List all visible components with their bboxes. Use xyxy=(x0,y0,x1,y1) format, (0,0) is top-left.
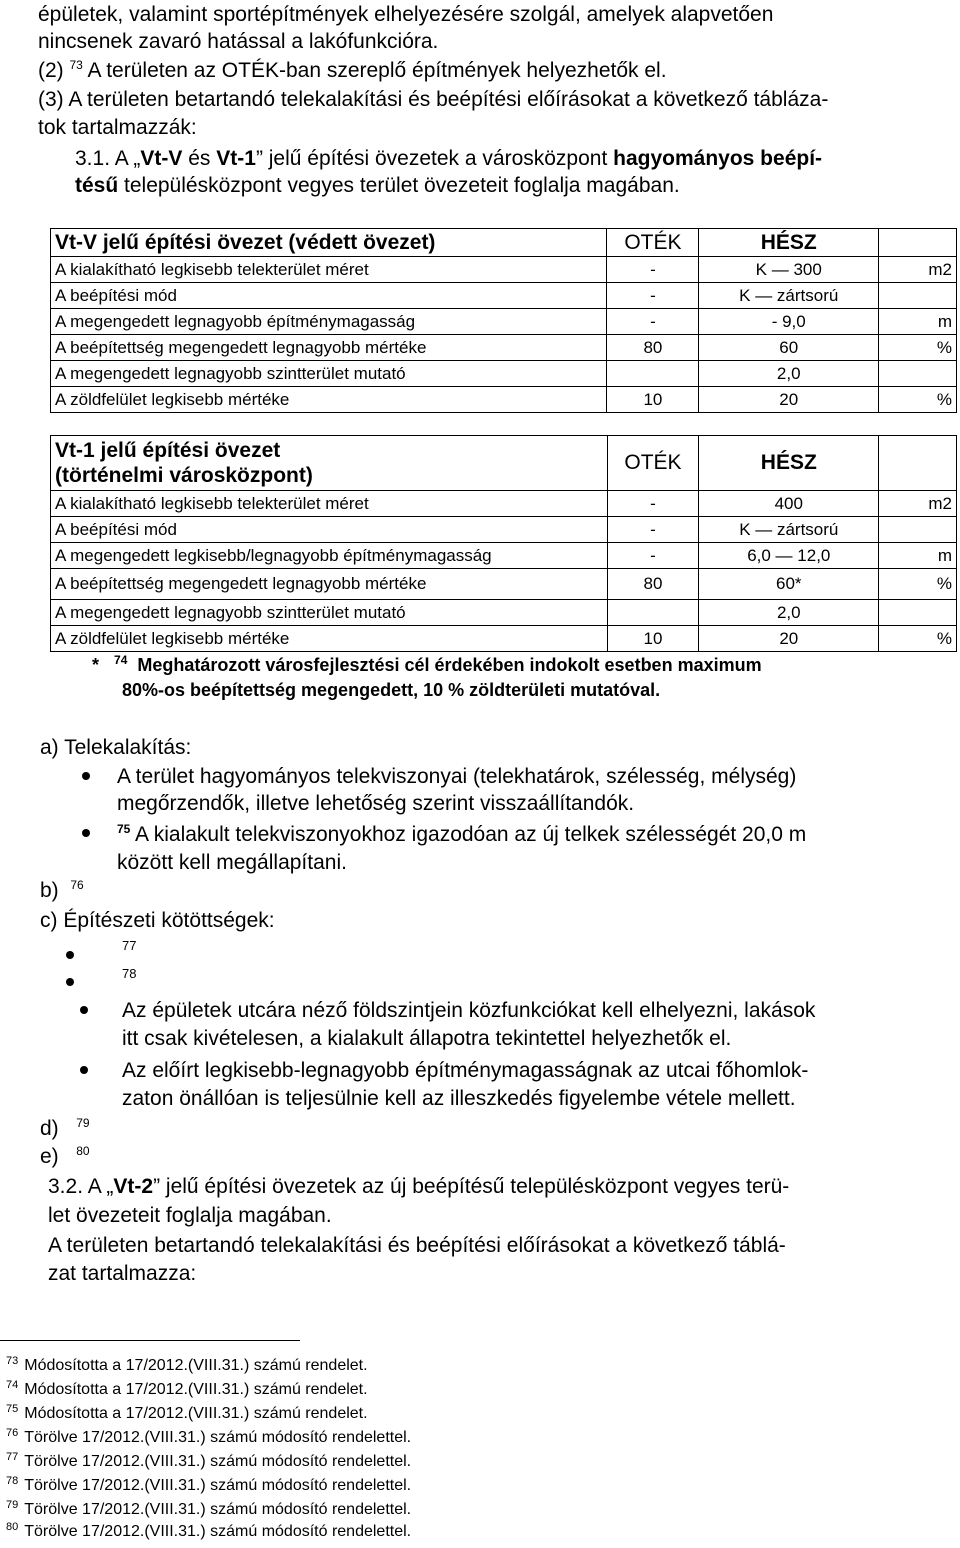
footnote-ref-74[interactable]: 74 xyxy=(114,653,128,667)
bullet-icon xyxy=(80,1066,88,1074)
s32-text-c: ” jelű építési övezetek az új beépítésű településközpont vegyes terü- xyxy=(153,1175,790,1198)
hesz-value: - 9,0 xyxy=(699,309,879,335)
item-c3-line-2: itt csak kivételesen, a kialakult állapotra tekintettel helyezhetők el. xyxy=(122,1027,732,1050)
unit-value: m xyxy=(879,543,957,569)
footnote xyxy=(6,1428,411,1448)
s31-text-c: és xyxy=(182,147,217,170)
hesz-value: 60 xyxy=(699,335,879,361)
footnote-ref-80[interactable]: 80 xyxy=(76,1144,90,1158)
table-row xyxy=(51,543,957,569)
otek-value: 80 xyxy=(607,569,699,600)
s32-zone-vt2: Vt-2 xyxy=(113,1175,154,1198)
footnote-number: 78 xyxy=(6,1474,19,1487)
table-row xyxy=(51,600,957,626)
otek-value: 10 xyxy=(607,387,699,413)
section-3-2-line-3: A területen betartandó telekalakítási és beépítési előírásokat a következő táblá- xyxy=(48,1234,786,1257)
footnote-text: Módosította a 17/2012.(VIII.31.) számú rendelet. xyxy=(24,1357,368,1374)
row-label: A zöldfelület legkisebb mértéke xyxy=(51,387,607,413)
s31-text-e: ” jelű építési övezetek a városközpont xyxy=(255,147,614,170)
hesz-value: K — 300 xyxy=(699,257,879,283)
hesz-value: K — zártsorú xyxy=(699,283,879,309)
footnote-number: 75 xyxy=(6,1402,19,1415)
row-label: A beépítési mód xyxy=(51,517,608,543)
footnote-text: Módosította a 17/2012.(VIII.31.) számú rendelet. xyxy=(24,1381,368,1398)
footnote-text: Törölve 17/2012.(VIII.31.) számú módosító rendelettel. xyxy=(24,1477,412,1494)
otek-value: - xyxy=(607,491,699,517)
item-a-label: a) Telekalakítás: xyxy=(40,736,192,759)
row-label: A beépítettség megengedett legnagyobb mértéke xyxy=(51,335,607,361)
column-header-hesz: HÉSZ xyxy=(699,229,879,257)
hesz-value: 2,0 xyxy=(699,600,879,626)
bullet-icon xyxy=(66,978,74,986)
table-row xyxy=(51,491,957,517)
footnote-ref-78[interactable]: 78 xyxy=(122,966,137,981)
item-d xyxy=(40,1116,90,1141)
s31-zone-vtv: Vt-V xyxy=(140,147,183,170)
item-c3-line-1: Az épületek utcára néző földszintjein közfunkciókat kell elhelyezni, lakások xyxy=(122,999,816,1022)
section-3-2-line-1 xyxy=(48,1174,789,1199)
footnote-separator xyxy=(0,1340,300,1341)
item-b-label: b) xyxy=(40,879,59,902)
table-row xyxy=(51,569,957,600)
unit-value: m xyxy=(879,309,957,335)
footnote-ref-73[interactable]: 73 xyxy=(69,58,83,72)
section-3-1-line-2 xyxy=(75,173,680,198)
footnote xyxy=(6,1452,411,1472)
footnote-number: 77 xyxy=(6,1450,19,1463)
intro-line-1: épületek, valamint sportépítmények elhelyezésére szolgál, amelyek alapvetően xyxy=(38,3,774,26)
footnote-text: Módosította a 17/2012.(VIII.31.) számú rendelet. xyxy=(24,1405,368,1422)
hesz-value: K — zártsorú xyxy=(699,517,879,543)
column-header-unit xyxy=(879,436,957,491)
item-b xyxy=(40,878,84,903)
item-a2-line-2: között kell megállapítani. xyxy=(117,851,347,874)
hesz-value: 20 xyxy=(699,626,879,652)
section-3-2-line-4: zat tartalmazza: xyxy=(48,1262,197,1285)
hesz-value: 60* xyxy=(699,569,879,600)
hesz-value: 6,0 — 12,0 xyxy=(699,543,879,569)
zone-table-vt1 xyxy=(50,435,957,652)
item-e xyxy=(40,1144,90,1169)
otek-value: - xyxy=(607,309,699,335)
otek-value: - xyxy=(607,257,699,283)
intro-line-2: nincsenek zavaró hatással a lakófunkcióra. xyxy=(38,30,439,53)
s31-bold-hagyomanyos: hagyományos beépí- xyxy=(613,147,823,170)
footnote xyxy=(6,1500,411,1520)
table-row xyxy=(51,517,957,543)
footnote xyxy=(6,1522,411,1542)
footnote-text: Törölve 17/2012.(VIII.31.) számú módosító rendelettel. xyxy=(24,1429,412,1446)
footnote-ref-79[interactable]: 79 xyxy=(76,1116,90,1130)
row-label: A megengedett legnagyobb szintterület mutató xyxy=(51,600,608,626)
table-note-line-1 xyxy=(92,653,762,677)
paragraph-2 xyxy=(38,58,667,83)
item-a1-line-2: megőrzendők, illetve lehetőség szerint visszaállítandók. xyxy=(117,792,635,815)
unit-value: m2 xyxy=(879,257,957,283)
otek-value: - xyxy=(607,517,699,543)
item-c-label: c) Építészeti kötöttségek: xyxy=(40,909,275,932)
footnote xyxy=(6,1380,368,1400)
bullet-icon xyxy=(82,772,90,780)
unit-value: % xyxy=(879,569,957,600)
section-3-1-line-1 xyxy=(75,146,822,171)
footnote-text: Törölve 17/2012.(VIII.31.) számú módosító rendelettel. xyxy=(24,1453,412,1470)
table-title-line-2: (történelmi városközpont) xyxy=(55,464,313,487)
item-c4-line-2: zaton önállóan is teljesülnie kell az illeszkedés figyelembe vétele mellett. xyxy=(122,1087,796,1110)
table-title-line-1: Vt-1 jelű építési övezet xyxy=(55,439,281,462)
column-header-otek: OTÉK xyxy=(607,229,699,257)
table-row xyxy=(51,387,957,413)
footnote-text: Törölve 17/2012.(VIII.31.) számú módosító rendelettel. xyxy=(24,1523,412,1540)
hesz-value: 2,0 xyxy=(699,361,879,387)
row-label: A zöldfelület legkisebb mértéke xyxy=(51,626,608,652)
column-header-hesz: HÉSZ xyxy=(699,436,879,491)
footnote xyxy=(6,1356,368,1376)
row-label: A beépítettség megengedett legnagyobb mértéke xyxy=(51,569,608,600)
table-row xyxy=(51,361,957,387)
unit-value: % xyxy=(879,387,957,413)
table-row xyxy=(51,309,957,335)
hesz-value: 400 xyxy=(699,491,879,517)
row-label: A megengedett legnagyobb szintterület mutató xyxy=(51,361,607,387)
bullet-icon xyxy=(82,829,90,837)
item-e-label: e) xyxy=(40,1145,59,1168)
s31-bold-tesu: tésű xyxy=(75,174,119,197)
unit-value: % xyxy=(879,335,957,361)
footnote-text: Törölve 17/2012.(VIII.31.) számú módosító rendelettel. xyxy=(24,1501,412,1518)
table-row xyxy=(51,257,957,283)
s31-text-h: településközpont vegyes terület övezeteit foglalja magában. xyxy=(118,174,680,197)
footnote-number: 80 xyxy=(6,1520,19,1533)
paragraph-3-line-1: (3) A területen betartandó telekalakítási és beépítési előírásokat a következő tábláza- xyxy=(38,88,829,111)
item-a1-line-1: A terület hagyományos telekviszonyai (telekhatárok, szélesség, mélység) xyxy=(117,765,797,788)
s31-text-a: 3.1. A „ xyxy=(75,147,141,170)
otek-value: 80 xyxy=(607,335,699,361)
footnote-number: 76 xyxy=(6,1426,19,1439)
unit-value: % xyxy=(879,626,957,652)
table-row xyxy=(51,283,957,309)
s32-text-a: 3.2. A „ xyxy=(48,1175,114,1198)
footnote xyxy=(6,1404,368,1424)
row-label: A beépítési mód xyxy=(51,283,607,309)
item-c4-line-1: Az előírt legkisebb-legnagyobb építménymagasságnak az utcai főhomlok- xyxy=(122,1059,809,1082)
item-a2-line-1 xyxy=(117,822,806,847)
table-title: Vt-V jelű építési övezet (védett övezet) xyxy=(51,229,607,257)
item-a2-text: A kialakult telekviszonyokhoz igazodóan az új telkek szélességét 20,0 m xyxy=(130,823,807,846)
footnote-ref-76[interactable]: 76 xyxy=(70,878,84,892)
column-header-unit xyxy=(879,229,957,257)
zone-table-vtv xyxy=(50,228,957,413)
row-label: A megengedett legkisebb/legnagyobb építménymagasság xyxy=(51,543,608,569)
row-label: A megengedett legnagyobb építménymagasság xyxy=(51,309,607,335)
paragraph-3-line-2: tok tartalmazzák: xyxy=(38,116,197,139)
paragraph-2-text: A területen az OTÉK-ban szereplő építmények helyezhetők el. xyxy=(82,59,667,82)
otek-value xyxy=(607,600,699,626)
row-label: A kialakítható legkisebb telekterület méret xyxy=(51,257,607,283)
otek-value: - xyxy=(607,543,699,569)
paragraph-2-prefix: (2) xyxy=(38,59,70,82)
unit-value xyxy=(879,283,957,309)
table-row xyxy=(51,626,957,652)
footnote-ref-75[interactable]: 75 xyxy=(117,822,131,836)
bullet-icon xyxy=(66,951,74,959)
unit-value xyxy=(879,517,957,543)
footnote-ref-77[interactable]: 77 xyxy=(122,938,137,953)
hesz-value: 20 xyxy=(699,387,879,413)
table-note-line-2: 80%-os beépítettség megengedett, 10 % zöldterületi mutatóval. xyxy=(122,680,661,700)
footnote-number: 74 xyxy=(6,1378,19,1391)
bullet-icon xyxy=(80,1006,88,1014)
footnote-number: 79 xyxy=(6,1498,19,1511)
unit-value xyxy=(879,600,957,626)
footnote-number: 73 xyxy=(6,1354,19,1367)
column-header-otek: OTÉK xyxy=(607,436,699,491)
table-row xyxy=(51,335,957,361)
unit-value xyxy=(879,361,957,387)
s31-zone-vt1: Vt-1 xyxy=(216,147,256,170)
section-3-2-line-2: let övezeteit foglalja magában. xyxy=(48,1204,332,1227)
otek-value xyxy=(607,361,699,387)
row-label: A kialakítható legkisebb telekterület méret xyxy=(51,491,608,517)
unit-value: m2 xyxy=(879,491,957,517)
otek-value: 10 xyxy=(607,626,699,652)
otek-value: - xyxy=(607,283,699,309)
item-d-label: d) xyxy=(40,1117,59,1140)
footnote xyxy=(6,1476,411,1496)
table-title xyxy=(51,436,608,491)
note-text-1: Meghatározott városfejlesztési cél érdekében indokolt esetben maximum xyxy=(137,655,762,675)
note-star: * xyxy=(92,655,100,675)
